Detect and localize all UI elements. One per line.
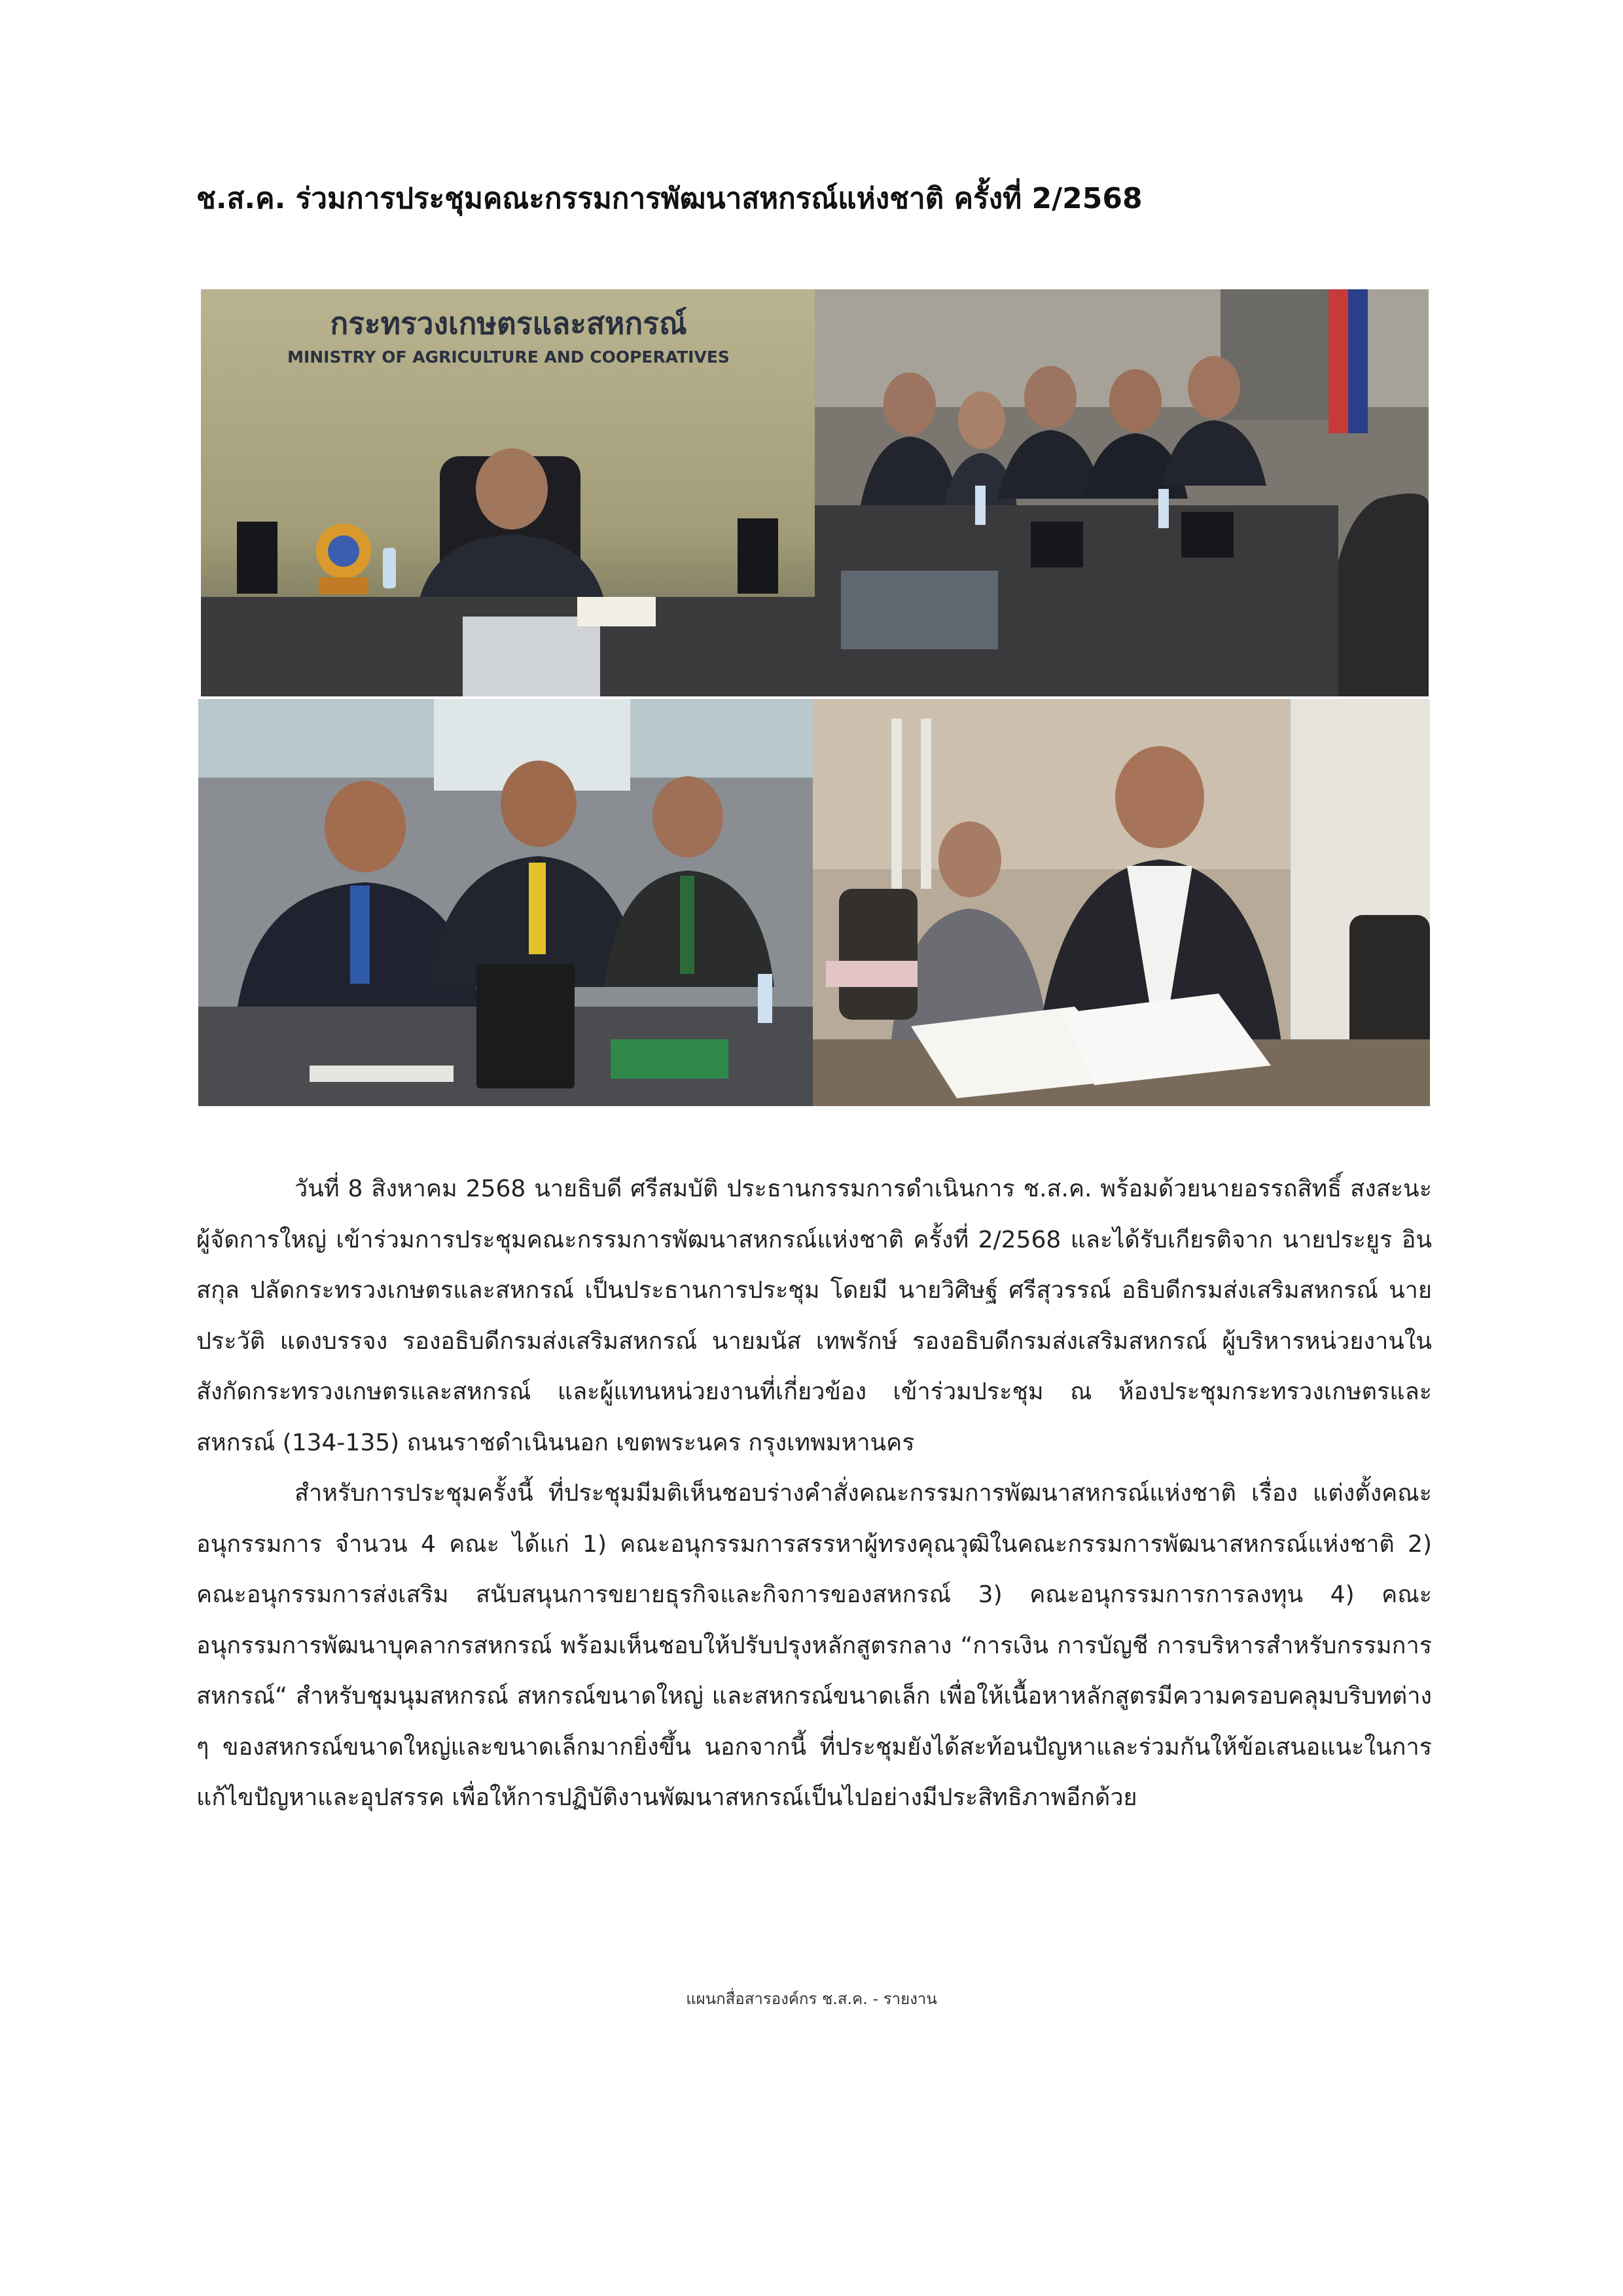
page-title: ช.ส.ค. ร่วมการประชุมคณะกรรมการพัฒนาสหกรณ์แห่งชาติ ครั้งที่ 2/2568	[196, 182, 1143, 215]
article-paragraph: วันที่ 8 สิงหาคม 2568 นายธิบดี ศรีสมบัติ ประธานกรรมการดำเนินการ ช.ส.ค. พร้อมด้วยนายอรรถสิทธิ์ สงสะนะ ผู้จัดการใหญ่ เข้าร่วมการประชุมคณะกรรมการพัฒนาสหกรณ์แห่งชาติ ครั้งที่ 2/2568 และได้รับเกียรติจาก นายประยูร อินสกุล ปลัดกระทรวงเกษตรและสหกรณ์ เป็นประธานการประชุม โดยมี นายวิศิษฐ์ ศรีสุวรรณ์ อธิบดีกรมส่งเสริมสหกรณ์ นายประวัติ แดงบรรจง รองอธิบดีกรมส่งเสริมสหกรณ์ นายมนัส เทพรักษ์ รองอธิบดีกรมส่งเสริมสหกรณ์ ผู้บริหารหน่วยงานในสังกัดกระทรวงเกษตรและสหกรณ์ และผู้แทนหน่วยงานที่เกี่ยวข้อง เข้าร่วมประชุม ณ ห้องประชุมกระทรวงเกษตรและสหกรณ์ (134-135) ถนนราชดำเนินนอก เขตพระนคร กรุงเทพมหานคร	[196, 1175, 1432, 1456]
meeting-photo-participants-row	[815, 289, 1429, 696]
report-credit: แผนกสื่อสารองค์กร ช.ส.ค. - รายงาน	[686, 1990, 937, 2008]
meeting-photo-documents	[198, 699, 813, 1106]
article-body	[196, 1164, 1432, 1823]
article-paragraph: สำหรับการประชุมครั้งนี้ ที่ประชุมมีมติเห็นชอบร่างคำสั่งคณะกรรมการพัฒนาสหกรณ์แห่งชาติ เรื่อง แต่งตั้งคณะอนุกรรมการ จำนวน 4 คณะ ได้แก่ 1) คณะอนุกรรมการสรรหาผู้ทรงคุณวุฒิในคณะกรรมการพัฒนาสหกรณ์แห่งชาติ 2) คณะอนุกรรมการส่งเสริม สนับสนุนการขยายธุรกิจและกิจการของสหกรณ์ 3) คณะอนุกรรมการการลงทุน 4) คณะอนุกรรมการพัฒนาบุคลากรสหกรณ์ พร้อมเห็นชอบให้ปรับปรุงหลักสูตรกลาง “การเงิน การบัญชี การบริหารสำหรับกรรมการสหกรณ์“ สำหรับชุมนุมสหกรณ์ สหกรณ์ขนาดใหญ่ และสหกรณ์ขนาดเล็ก เพื่อให้เนื้อหาหลักสูตรมีความครอบคลุมบริบทต่าง ๆ ของสหกรณ์ขนาดใหญ่และขนาดเล็กมากยิ่งขึ้น นอกจากนี้ ที่ประชุมยังได้สะท้อนปัญหาและร่วมกันให้ข้อเสนอแนะในการแก้ไขปัญหาและอุปสรรค เพื่อให้การปฏิบัติงานพัฒนาสหกรณ์เป็นไปอย่างมีประสิทธิภาพอีกด้วย	[196, 1480, 1432, 1811]
ministry-sign-thai: กระทรวงเกษตรและสหกรณ์	[330, 306, 687, 341]
meeting-photo-chairman	[201, 289, 815, 696]
ministry-sign-english: MINISTRY OF AGRICULTURE AND COOPERATIVES	[287, 348, 730, 367]
meeting-photo-phone-call	[813, 699, 1430, 1106]
